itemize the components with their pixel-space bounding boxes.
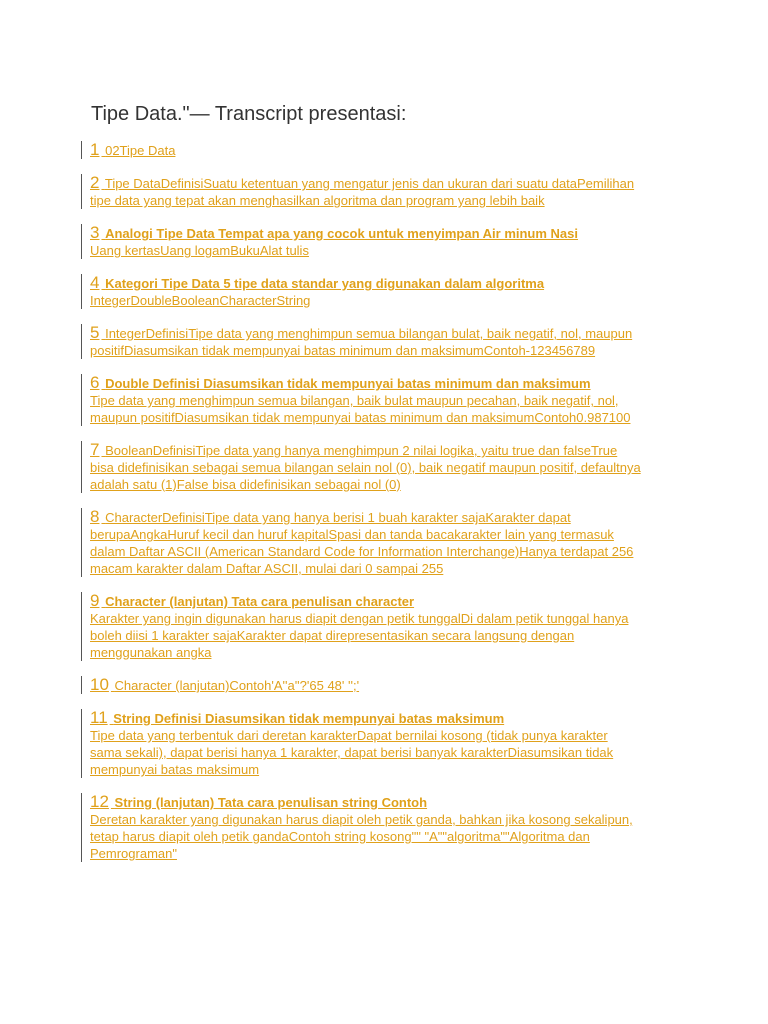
- slide-text-line: maupun positifDiasumsikan tidak mempunyai batas minimum dan maksimumContoh0.987100: [90, 410, 631, 425]
- slide-text-line: sama sekali), dapat berisi hanya 1 karakter, dapat berisi banyak karakterDiasumsikan tidak: [90, 745, 614, 760]
- slide-link[interactable]: [90, 173, 681, 209]
- slide-link[interactable]: [90, 440, 681, 493]
- slide-text-line: Karakter yang ingin digunakan harus diapit dengan petik tunggalDi dalam petik tunggal hanya: [90, 611, 629, 626]
- slide-text-line: Pemrograman": [90, 846, 177, 861]
- slide-number: 5: [90, 323, 100, 342]
- slide-text-line: Uang kertasUang logamBukuAlat tulis: [90, 243, 309, 258]
- slide-number: 11: [90, 708, 108, 727]
- slide-number: 2: [90, 173, 100, 192]
- slide-text-line: menggunakan angka: [90, 645, 212, 660]
- slide-text-line: Tipe data yang terbentuk dari deretan karakterDapat bernilai kosong (tidak punya karakter: [90, 728, 608, 743]
- transcript-item: [81, 508, 681, 577]
- slide-text-line: tetap harus diapit oleh petik gandaContoh string kosong"" "A""algoritma""Algoritma dan: [90, 829, 590, 844]
- slide-heading: Kategori Tipe Data 5 tipe data standar yang digunakan dalam algoritma: [105, 276, 545, 291]
- slide-link[interactable]: [90, 223, 681, 259]
- transcript-list: [81, 141, 681, 877]
- transcript-item: [81, 374, 681, 426]
- slide-number: 9: [90, 591, 100, 610]
- slide-heading: String (lanjutan) Tata cara penulisan string Contoh: [114, 795, 428, 810]
- transcript-item: [81, 141, 681, 159]
- page-title: Tipe Data."— Transcript presentasi:: [91, 103, 407, 125]
- slide-number: 10: [90, 675, 109, 694]
- slide-text-line: IntegerDoubleBooleanCharacterString: [90, 293, 311, 308]
- slide-text-line: IntegerDefinisiTipe data yang menghimpun semua bilangan bulat, baik negatif, nol, maupun: [105, 326, 633, 341]
- slide-text-line: BooleanDefinisiTipe data yang hanya menghimpun 2 nilai logika, yaitu true dan falseTrue: [105, 443, 618, 458]
- slide-text-line: boleh diisi 1 karakter sajaKarakter dapat direpresentasikan secara langsung dengan: [90, 628, 575, 643]
- transcript-item: [81, 592, 681, 661]
- slide-number: 7: [90, 440, 100, 459]
- slide-heading: String Definisi Diasumsikan tidak mempunyai batas maksimum: [113, 711, 505, 726]
- slide-number: 4: [90, 273, 100, 292]
- slide-text-line: Tipe DataDefinisiSuatu ketentuan yang mengatur jenis dan ukuran dari suatu dataPemilihan: [104, 176, 635, 191]
- slide-text-line: mempunyai batas maksimum: [90, 762, 260, 777]
- transcript-item: [81, 224, 681, 259]
- slide-text-line: positifDiasumsikan tidak mempunyai batas minimum dan maksimumContoh-123456789: [90, 343, 596, 358]
- slide-text-line: macam karakter dalam Daftar ASCII, mulai dari 0 sampai 255: [90, 561, 444, 576]
- slide-link[interactable]: [90, 792, 681, 862]
- slide-link[interactable]: [90, 273, 681, 309]
- slide-text-line: adalah satu (1)False bisa didefinisikan sebagai nol (0): [90, 477, 401, 492]
- slide-number: 12: [90, 792, 109, 811]
- slide-text-line: berupaAngkaHuruf kecil dan huruf kapitalSpasi dan tanda bacakarakter lain yang termasuk: [90, 527, 614, 542]
- slide-number: 3: [90, 223, 100, 242]
- slide-text-line: Tipe data yang menghimpun semua bilangan, baik bulat maupun pecahan, baik negatif, nol,: [90, 393, 619, 408]
- slide-number: 8: [90, 507, 100, 526]
- transcript-item: [81, 324, 681, 359]
- slide-text-line: 02Tipe Data: [105, 143, 176, 158]
- slide-link[interactable]: [90, 507, 681, 577]
- slide-text-line: Character (lanjutan)Contoh'A''a''?'65 48' '';': [114, 678, 360, 693]
- slide-link[interactable]: [90, 591, 681, 661]
- slide-heading: Character (lanjutan) Tata cara penulisan character: [105, 594, 415, 609]
- transcript-item: [81, 274, 681, 309]
- slide-number: 1: [90, 140, 100, 159]
- slide-number: 6: [90, 373, 100, 392]
- slide-text-line: bisa didefinisikan sebagai semua bilangan selain nol (0), baik negatif maupun positif, defaultnya: [90, 460, 641, 475]
- slide-text-line: tipe data yang tepat akan menghasilkan algoritma dan program yang lebih baik: [90, 193, 545, 208]
- slide-link[interactable]: [90, 675, 360, 694]
- slide-link[interactable]: [90, 323, 681, 359]
- slide-text-line: dalam Daftar ASCII (American Standard Code for Information Interchange)Hanya terdapat 256: [90, 544, 634, 559]
- transcript-item: [81, 793, 681, 862]
- slide-text-line: Deretan karakter yang digunakan harus diapit oleh petik ganda, bahkan jika kosong sekalipun,: [90, 812, 633, 827]
- slide-text-line: CharacterDefinisiTipe data yang hanya berisi 1 buah karakter sajaKarakter dapat: [105, 510, 571, 525]
- slide-link[interactable]: [90, 373, 681, 426]
- transcript-item: [81, 174, 681, 209]
- slide-link[interactable]: [90, 708, 681, 778]
- transcript-item: [81, 441, 681, 493]
- slide-link[interactable]: [90, 140, 176, 159]
- slide-heading: Analogi Tipe Data Tempat apa yang cocok untuk menyimpan Air minum Nasi: [105, 226, 579, 241]
- transcript-item: [81, 709, 681, 778]
- slide-heading: Double Definisi Diasumsikan tidak mempunyai batas minimum dan maksimum: [105, 376, 591, 391]
- transcript-item: [81, 676, 681, 694]
